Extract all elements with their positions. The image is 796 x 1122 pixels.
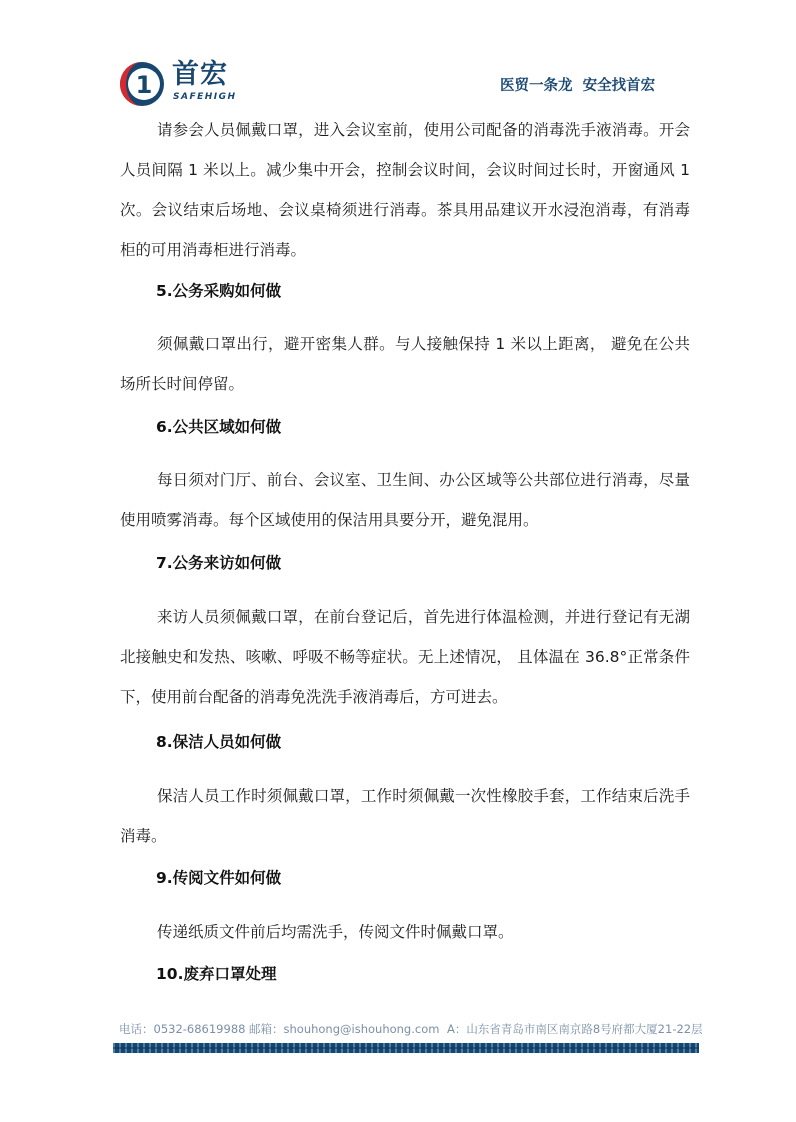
footer-contact xyxy=(0,1021,796,1039)
safehigh-logo-icon xyxy=(119,61,165,107)
logo-numeral: 1 xyxy=(135,71,153,99)
footer-email: 邮箱：shouhong@ishouhong.com xyxy=(249,1022,440,1036)
section-heading-10: 10.废弃口罩处理 xyxy=(156,965,277,983)
section-paragraph-5: 须佩戴口罩出行，避开密集人群。与人接触保持 1 米以上距离， 避免在公共场所长时间停留。 xyxy=(120,335,690,393)
logo-english: SAFEHIGH xyxy=(173,92,237,102)
section-paragraph-7: 来访人员须佩戴口罩，在前台登记后，首先进行体温检测，并进行登记有无湖北接触史和发热、咳嗽、呼吸不畅等症状。无上述情况， 且体温在 36.8°正常条件下，使用前台配备的消毒免洗洗手液消毒后，方可进去。 xyxy=(120,608,690,706)
section-heading-5: 5.公务采购如何做 xyxy=(156,282,282,300)
section-paragraph-6: 每日须对门厅、前台、会议室、卫生间、办公区域等公共部位进行消毒，尽量使用喷雾消毒。每个区域使用的保洁用具要分开，避免混用。 xyxy=(120,471,690,529)
page-header xyxy=(0,0,796,115)
footer-decorative-bar xyxy=(113,1043,699,1053)
section-paragraph-9: 传递纸质文件前后均需洗手，传阅文件时佩戴口罩。 xyxy=(157,923,514,941)
section-heading-6: 6.公共区域如何做 xyxy=(156,418,282,436)
header-slogan: 医贸一条龙 安全找首宏 xyxy=(500,78,656,94)
footer-phone: 电话：0532-68619988 xyxy=(119,1022,246,1036)
logo-wordmark: 首宏 xyxy=(172,59,228,90)
intro-paragraph: 请参会人员佩戴口罩，进入会议室前，使用公司配备的消毒洗手液消毒。开会人员间隔 1 米以上。减少集中开会，控制会议时间，会议时间过长时，开窗通风 1 次。会议结束后场地、会议桌椅须进行消毒。茶具用品建议开水浸泡消毒，有消毒柜的可用消毒柜进行消毒。 xyxy=(120,121,690,259)
section-paragraph-8: 保洁人员工作时须佩戴口罩，工作时须佩戴一次性橡胶手套，工作结束后洗手消毒。 xyxy=(120,787,690,845)
section-heading-8: 8.保洁人员如何做 xyxy=(156,733,282,751)
section-heading-9: 9.传阅文件如何做 xyxy=(156,869,282,887)
footer-address: A：山东省青岛市南区南京路8号府都大厦21-22层 xyxy=(447,1022,703,1036)
section-heading-7: 7.公务来访如何做 xyxy=(156,554,282,572)
